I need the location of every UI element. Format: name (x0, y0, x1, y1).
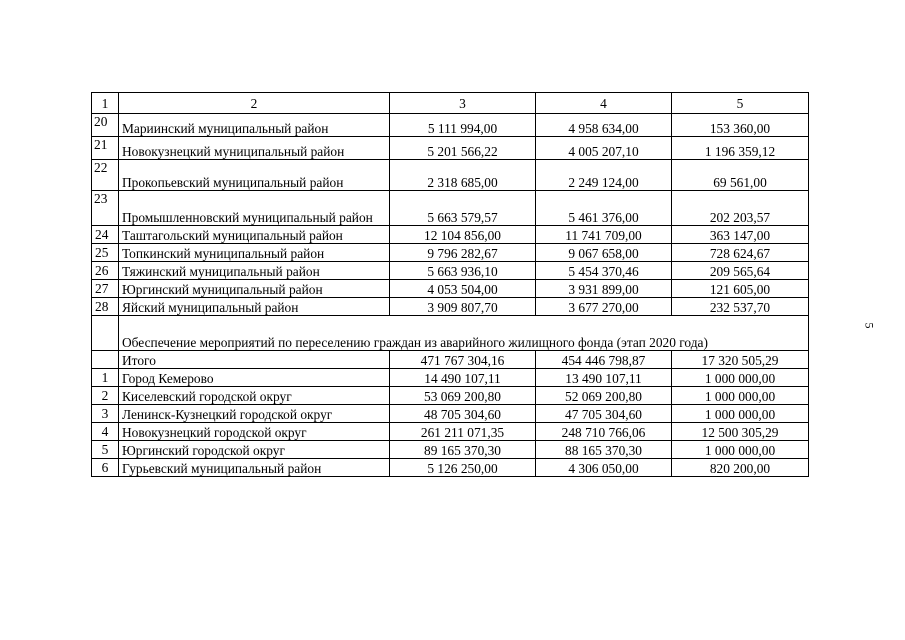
table-row (92, 226, 809, 244)
row-number: 28 (92, 298, 119, 316)
row-name: Тяжинский муниципальный район (119, 262, 390, 280)
row-name: Ленинск-Кузнецкий городской округ (119, 405, 390, 423)
row-value-4: 52 069 200,80 (536, 387, 672, 405)
row-name: Киселевский городской округ (119, 387, 390, 405)
row-value-5: 1 000 000,00 (672, 369, 809, 387)
row-name: Промышленновский муниципальный район (119, 191, 390, 226)
row-name: Мариинский муниципальный район (119, 114, 390, 137)
row-number: 23 (92, 191, 119, 226)
total-value-3: 471 767 304,16 (390, 351, 536, 369)
table-row (92, 423, 809, 441)
row-value-3: 89 165 370,30 (390, 441, 536, 459)
header-cell: 5 (672, 93, 809, 114)
table-row (92, 137, 809, 160)
table-row (92, 369, 809, 387)
total-value-5: 17 320 505,29 (672, 351, 809, 369)
header-cell: 3 (390, 93, 536, 114)
row-name: Топкинский муниципальный район (119, 244, 390, 262)
row-value-4: 9 067 658,00 (536, 244, 672, 262)
row-name: Гурьевский муниципальный район (119, 459, 390, 477)
row-value-4: 4 306 050,00 (536, 459, 672, 477)
row-number: 25 (92, 244, 119, 262)
row-value-4: 3 677 270,00 (536, 298, 672, 316)
table-row (92, 280, 809, 298)
row-value-5: 153 360,00 (672, 114, 809, 137)
budget-table (91, 92, 809, 477)
row-value-5: 209 565,64 (672, 262, 809, 280)
section-title: Обеспечение мероприятий по переселению граждан из аварийного жилищного фонда (этап 2020 года) (119, 316, 809, 351)
row-value-4: 47 705 304,60 (536, 405, 672, 423)
row-value-3: 261 211 071,35 (390, 423, 536, 441)
table-row (92, 387, 809, 405)
table-row (92, 114, 809, 137)
row-value-4: 11 741 709,00 (536, 226, 672, 244)
section-row (92, 316, 809, 351)
row-value-3: 53 069 200,80 (390, 387, 536, 405)
row-value-4: 4 005 207,10 (536, 137, 672, 160)
row-name: Юргинский городской округ (119, 441, 390, 459)
row-value-4: 13 490 107,11 (536, 369, 672, 387)
row-value-5: 202 203,57 (672, 191, 809, 226)
table-row (92, 459, 809, 477)
row-value-5: 363 147,00 (672, 226, 809, 244)
row-number: 27 (92, 280, 119, 298)
table-row (92, 298, 809, 316)
row-value-3: 9 796 282,67 (390, 244, 536, 262)
row-number: 24 (92, 226, 119, 244)
total-row (92, 351, 809, 369)
row-name: Новокузнецкий городской округ (119, 423, 390, 441)
row-value-3: 2 318 685,00 (390, 160, 536, 191)
row-value-5: 69 561,00 (672, 160, 809, 191)
row-value-3: 5 663 579,57 (390, 191, 536, 226)
row-value-3: 14 490 107,11 (390, 369, 536, 387)
row-number: 2 (92, 387, 119, 405)
row-value-5: 1 196 359,12 (672, 137, 809, 160)
row-value-3: 5 126 250,00 (390, 459, 536, 477)
table-row (92, 160, 809, 191)
row-value-3: 4 053 504,00 (390, 280, 536, 298)
table-row (92, 191, 809, 226)
row-name: Юргинский муниципальный район (119, 280, 390, 298)
row-name: Новокузнецкий муниципальный район (119, 137, 390, 160)
row-value-3: 5 663 936,10 (390, 262, 536, 280)
section-number-cell (92, 316, 119, 351)
row-number: 5 (92, 441, 119, 459)
row-value-5: 232 537,70 (672, 298, 809, 316)
row-value-3: 5 201 566,22 (390, 137, 536, 160)
row-value-4: 4 958 634,00 (536, 114, 672, 137)
table-row (92, 244, 809, 262)
row-value-4: 3 931 899,00 (536, 280, 672, 298)
header-cell: 1 (92, 93, 119, 114)
row-value-4: 5 454 370,46 (536, 262, 672, 280)
row-value-3: 3 909 807,70 (390, 298, 536, 316)
row-value-5: 728 624,67 (672, 244, 809, 262)
row-number: 22 (92, 160, 119, 191)
row-name: Прокопьевский муниципальный район (119, 160, 390, 191)
row-name: Город Кемерово (119, 369, 390, 387)
row-number: 21 (92, 137, 119, 160)
row-value-4: 88 165 370,30 (536, 441, 672, 459)
row-value-4: 248 710 766,06 (536, 423, 672, 441)
table-row (92, 262, 809, 280)
row-value-5: 121 605,00 (672, 280, 809, 298)
row-number: 26 (92, 262, 119, 280)
total-number-cell (92, 351, 119, 369)
row-value-5: 820 200,00 (672, 459, 809, 477)
row-number: 20 (92, 114, 119, 137)
row-number: 6 (92, 459, 119, 477)
row-value-5: 12 500 305,29 (672, 423, 809, 441)
row-name: Таштагольский муниципальный район (119, 226, 390, 244)
row-value-5: 1 000 000,00 (672, 441, 809, 459)
table-row (92, 441, 809, 459)
total-label: Итого (119, 351, 390, 369)
table-header-row (92, 93, 809, 114)
row-number: 3 (92, 405, 119, 423)
header-cell: 4 (536, 93, 672, 114)
row-number: 1 (92, 369, 119, 387)
row-name: Яйский муниципальный район (119, 298, 390, 316)
row-value-3: 12 104 856,00 (390, 226, 536, 244)
header-cell: 2 (119, 93, 390, 114)
page-number: 5 (862, 322, 877, 329)
row-value-4: 2 249 124,00 (536, 160, 672, 191)
row-value-3: 5 111 994,00 (390, 114, 536, 137)
row-value-5: 1 000 000,00 (672, 405, 809, 423)
table-row (92, 405, 809, 423)
row-number: 4 (92, 423, 119, 441)
row-value-3: 48 705 304,60 (390, 405, 536, 423)
row-value-4: 5 461 376,00 (536, 191, 672, 226)
row-value-5: 1 000 000,00 (672, 387, 809, 405)
total-value-4: 454 446 798,87 (536, 351, 672, 369)
